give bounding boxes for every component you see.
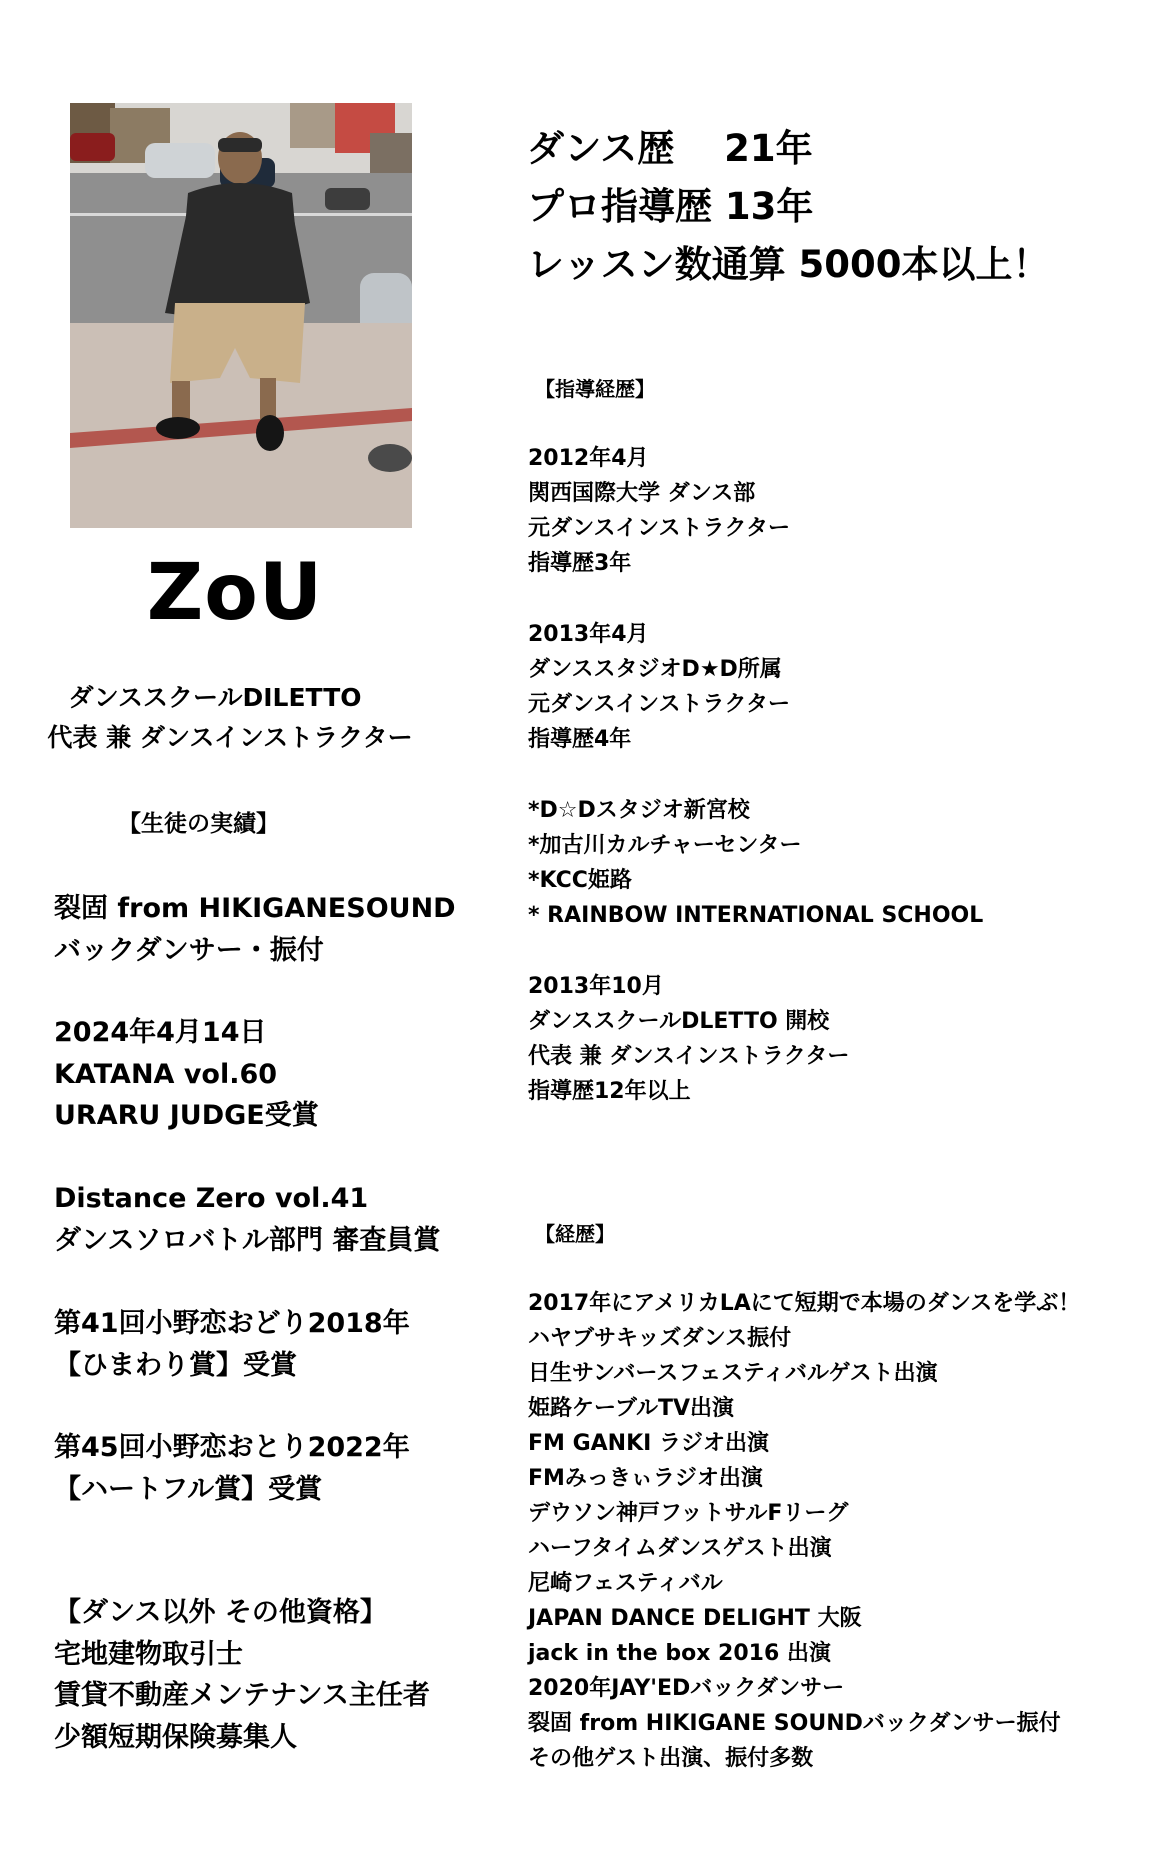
school-name: ダンススクールDILETTO	[68, 683, 362, 712]
teaching-line: *加古川カルチャーセンター	[528, 833, 802, 858]
career-item: 2020年JAY'EDバックダンサー	[528, 1676, 845, 1701]
achievement-line: KATANA vol.60	[54, 1058, 278, 1090]
profile-photo	[70, 103, 412, 528]
teaching-line: 2013年4月	[528, 622, 649, 647]
career-item: ハーフタイムダンスゲスト出演	[528, 1536, 832, 1561]
achievement-line: ダンスソロバトル部門 審査員賞	[54, 1224, 441, 1256]
achievement-line: Distance Zero vol.41	[54, 1183, 369, 1214]
teaching-entry	[528, 617, 790, 757]
teaching-locations	[528, 793, 983, 933]
achievement-line: 第41回小野恋おどり2018年	[54, 1308, 410, 1339]
teaching-entry	[528, 441, 790, 581]
school-role	[0, 678, 470, 758]
performer-name: ZoU	[146, 548, 324, 638]
student-achievement	[54, 1427, 410, 1510]
stat-line: プロ指導歴 13年	[527, 185, 814, 228]
role-title: 代表 兼 ダンスインストラクター	[47, 723, 413, 752]
achievement-line: URARU JUDGE受賞	[54, 1100, 319, 1131]
qualifications	[54, 1592, 430, 1758]
students-heading: 【生徒の実績】	[118, 811, 279, 837]
achievement-line: 【ひまわり賞】受賞	[54, 1349, 297, 1381]
achievement-line: バックダンサー・振付	[54, 934, 324, 966]
qualification-item: 少額短期保険募集人	[54, 1721, 297, 1753]
career-item: デウソン神戸フットサルFリーグ	[528, 1501, 849, 1526]
dance-stats	[527, 120, 1050, 294]
teaching-line: 指導歴4年	[528, 727, 632, 752]
career-item: FMみっきぃラジオ出演	[528, 1466, 763, 1491]
teaching-line: ダンススタジオD★D所属	[528, 657, 782, 682]
career-item: その他ゲスト出演、振付多数	[528, 1746, 814, 1771]
career-item: JAPAN DANCE DELIGHT 大阪	[528, 1606, 862, 1631]
career-item: jack in the box 2016 出演	[528, 1641, 831, 1666]
career-item: ハヤブサキッズダンス振付	[528, 1326, 792, 1351]
stat-line: レッスン数通算 5000本以上！	[527, 243, 1050, 286]
teaching-line: 元ダンスインストラクター	[528, 692, 791, 717]
teaching-entry	[528, 969, 849, 1109]
career-heading: 【経歴】	[535, 1222, 615, 1246]
qualification-item: 賃貸不動産メンテナンス主任者	[54, 1680, 430, 1711]
teaching-line: 2012年4月	[528, 446, 649, 471]
teaching-line: *KCC姫路	[528, 868, 632, 893]
teaching-line: *D☆Dスタジオ新宮校	[528, 798, 750, 823]
achievement-line: 裂固 from HIKIGANESOUND	[54, 893, 456, 924]
teaching-line: 代表 兼 ダンスインストラクター	[528, 1044, 850, 1069]
achievement-line: 2024年4月14日	[54, 1017, 267, 1048]
teaching-line: ダンススクールDLETTO 開校	[528, 1009, 830, 1034]
teaching-line: 2013年10月	[528, 974, 664, 999]
career-item: 日生サンバースフェスティバルゲスト出演	[528, 1361, 938, 1386]
teaching-line: * RAINBOW INTERNATIONAL SCHOOL	[528, 903, 984, 928]
career-item: FM GANKI ラジオ出演	[528, 1431, 769, 1456]
student-achievement	[54, 1012, 319, 1137]
teaching-line: 元ダンスインストラクター	[528, 516, 791, 541]
career-item: 尼崎フェスティバル	[528, 1571, 723, 1596]
achievement-line: 【ハートフル賞】受賞	[54, 1473, 323, 1505]
teaching-heading: 【指導経歴】	[535, 377, 655, 401]
career-item: 姫路ケーブルTV出演	[528, 1396, 735, 1421]
qualification-item: 宅地建物取引士	[54, 1638, 243, 1670]
career-item: 裂固 from HIKIGANE SOUNDバックダンサー振付	[528, 1711, 1061, 1736]
student-achievement	[54, 1178, 440, 1261]
career-list	[528, 1286, 1080, 1776]
student-achievement	[54, 1303, 410, 1386]
teaching-line: 関西国際大学 ダンス部	[528, 481, 756, 506]
achievement-line: 第45回小野恋おとり2022年	[54, 1432, 410, 1463]
teaching-line: 指導歴12年以上	[528, 1079, 691, 1104]
teaching-line: 指導歴3年	[528, 551, 632, 576]
qualifications-heading: 【ダンス以外 その他資格】	[54, 1597, 387, 1628]
career-item: 2017年にアメリカLAにて短期で本場のダンスを学ぶ！	[528, 1291, 1081, 1316]
student-achievement	[54, 888, 456, 971]
stat-line: ダンス歴 21年	[527, 127, 813, 170]
